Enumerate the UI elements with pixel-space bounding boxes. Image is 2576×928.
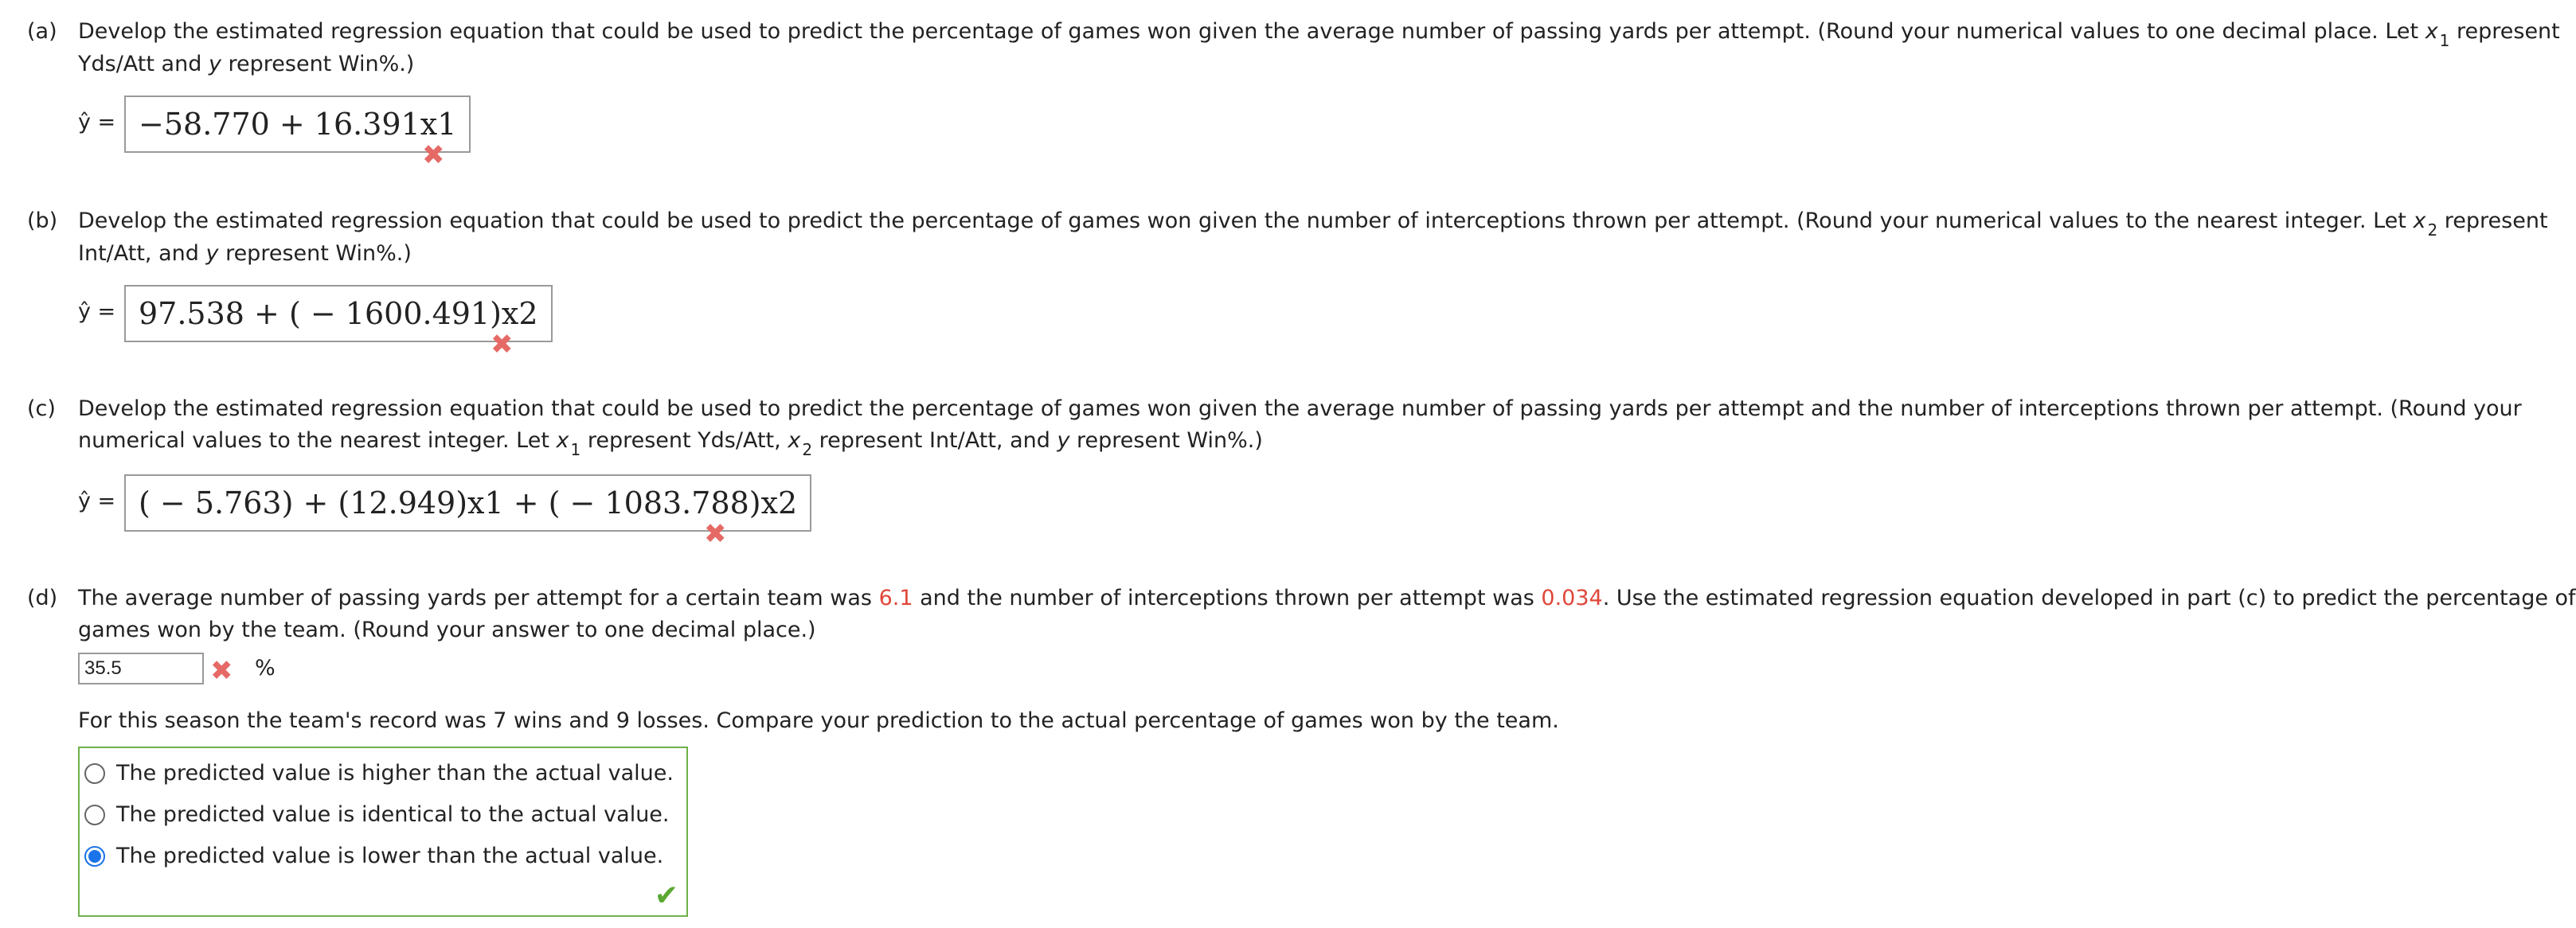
x-mark-icon: ✖ bbox=[704, 518, 727, 550]
check-mark-icon: ✔ bbox=[654, 879, 678, 912]
comparison-question: For this season the team's record was 7 wins and 9 losses. Compare your prediction to the actual percentage of games won by the team. bbox=[78, 708, 1559, 733]
part-c-answer-box[interactable]: ( − 5.763) + (12.949)x1 + ( − 1083.788)x2 bbox=[124, 474, 811, 532]
part-c-label: (c) bbox=[27, 396, 56, 421]
percent-unit: % bbox=[255, 656, 276, 680]
part-a-prompt: Develop the estimated regression equation that could be used to predict the percentage of games won given the average number of passing yards per attempt. (Round your numerical values to one decimal place. Let x $_1$ represent Yds/Att and y represent Win%.) bbox=[78, 19, 2560, 76]
part-a-answer-box[interactable]: −58.770 + 16.391x1 bbox=[124, 96, 471, 153]
radio-identical[interactable] bbox=[84, 805, 105, 825]
part-b-label: (b) bbox=[27, 209, 58, 233]
x-mark-icon: ✖ bbox=[491, 329, 514, 361]
part-d-label: (d) bbox=[27, 586, 58, 610]
prediction-input[interactable]: 35.5 bbox=[78, 653, 204, 684]
radio-higher[interactable] bbox=[84, 763, 105, 784]
yds-att-value: 6.1 bbox=[878, 586, 913, 610]
x-mark-icon: ✖ bbox=[210, 655, 233, 687]
x-mark-icon: ✖ bbox=[422, 139, 445, 171]
part-b-prompt: Develop the estimated regression equation that could be used to predict the percentage of games won given the number of interceptions thrown per attempt. (Round your numerical values to the nearest integer. Let x $_2$ represent Int/Att, and y represent Win%.) bbox=[78, 209, 2548, 266]
int-att-value: 0.034 bbox=[1541, 586, 1603, 610]
comparison-options: The predicted value is higher than the actual value. The predicted value is identical to the actual value. The predicted value is lower than the actual value. ✔ bbox=[78, 747, 688, 917]
radio-lower-selected[interactable] bbox=[84, 846, 105, 867]
part-a-label: (a) bbox=[27, 19, 57, 44]
y-hat-label: ŷ = bbox=[78, 110, 116, 135]
part-b-answer-box[interactable]: 97.538 + ( − 1600.491)x2 bbox=[124, 285, 553, 342]
y-hat-label: ŷ = bbox=[78, 299, 116, 324]
y-hat-label: ŷ = bbox=[78, 489, 116, 513]
part-c-prompt: Develop the estimated regression equation that could be used to predict the percentage of games won given the average number of passing yards per attempt and the number of interceptions thrown per attempt. (Round your numerical values to the nearest integer. Let x $_1$ represent Yds/Att, x $_2$ represent Int/Att, and y represent Win%.) bbox=[78, 396, 2522, 459]
part-d-prompt: The average number of passing yards per attempt for a certain team was 6.1 and the number of interceptions thrown per attempt was 0.034. Use the estimated regression equation developed in part (c) to predict the percentage of games won by the team. (Round your answer to one decimal place.) bbox=[78, 586, 2576, 642]
